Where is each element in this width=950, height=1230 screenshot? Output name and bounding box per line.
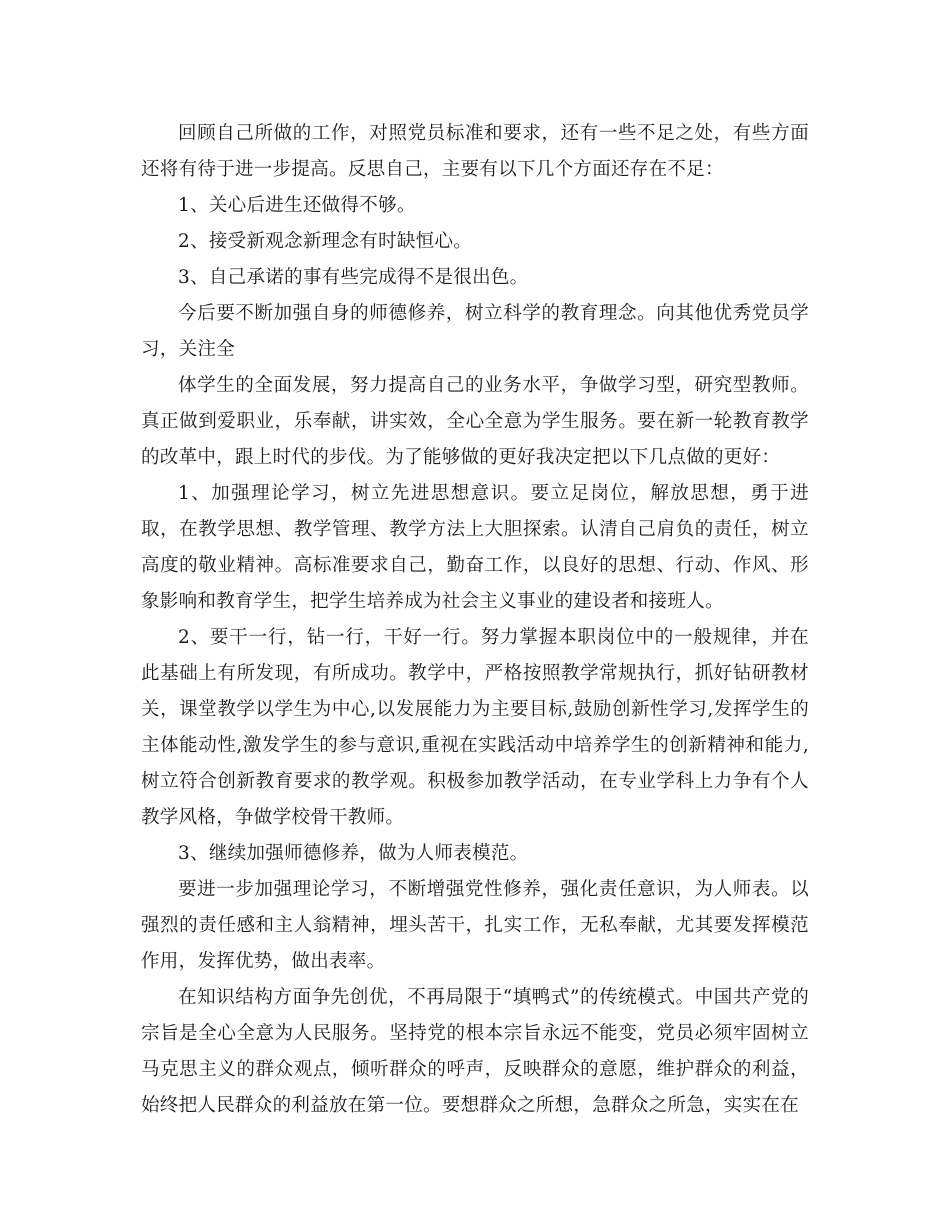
paragraph-plan-2: 2、要干一行，钻一行，干好一行。努力掌握本职岗位中的一般规律，并在此基础上有所发现，有所成功。教学中，严格按照教学常规执行，抓好钻研教材关，课堂教学以学生为中心,以发展能力为主要目标,鼓励创新性学习,发挥学生的主体能动性,激发学生的参与意识,重视在实践活动中培养学生的创新精神和能力,树立符合创新教育要求的教学观。积极参加教学活动，在专业学科上力争有个人教学风格，争做学校骨干教师。 <box>141 627 809 828</box>
paragraph-shortcoming-2: 2、接受新观念新理念有时缺恒心。 <box>178 231 473 252</box>
paragraph-theory-study: 要进一步加强理论学习，不断增强党性修养，强化责任意识，为人师表。以强烈的责任感和主人翁精神，埋头苦干，扎实工作，无私奉献，尤其要发挥模范作用，发挥优势，做出表率。 <box>141 879 809 972</box>
paragraph-shortcoming-1: 1、关心后进生还做得不够。 <box>178 195 416 216</box>
document-body <box>141 116 809 1124</box>
paragraph-shortcoming-3: 3、自己承诺的事有些完成得不是很出色。 <box>178 267 529 288</box>
paragraph-future-continued: 体学生的全面发展，努力提高自己的业务水平，争做学习型，研究型教师。真正做到爱职业，乐奉献，讲实效，全心全意为学生服务。要在新一轮教育教学的改革中，跟上时代的步伐。为了能够做的更好我决定把以下几点做的更好： <box>141 375 809 468</box>
paragraph-plan-3: 3、继续加强师德修养，做为人师表模范。 <box>178 843 529 864</box>
paragraph-future-intro: 今后要不断加强自身的师德修养，树立科学的教育理念。向其他优秀党员学习，关注全 <box>141 303 809 360</box>
paragraph-reflection: 回顾自己所做的工作，对照党员标准和要求，还有一些不足之处，有些方面还将有待于进一步提高。反思自己，主要有以下几个方面还存在不足： <box>141 123 809 180</box>
paragraph-knowledge-structure: 在知识结构方面争先创优，不再局限于“填鸭式”的传统模式。中国共产党的宗旨是全心全意为人民服务。坚持党的根本宗旨永远不能变，党员必须牢固树立马克思主义的群众观点，倾听群众的呼声，反映群众的意愿，维护群众的利益，始终把人民群众的利益放在第一位。要想群众之所想，急群众之所急，实实在在 <box>141 987 809 1116</box>
paragraph-plan-1: 1、加强理论学习，树立先进思想意识。要立足岗位，解放思想，勇于进取，在教学思想、教学管理、教学方法上大胆探索。认清自己肩负的责任，树立高度的敬业精神。高标准要求自己，勤奋工作，以良好的思想、行动、作风、形象影响和教育学生，把学生培养成为社会主义事业的建设者和接班人。 <box>141 483 809 612</box>
